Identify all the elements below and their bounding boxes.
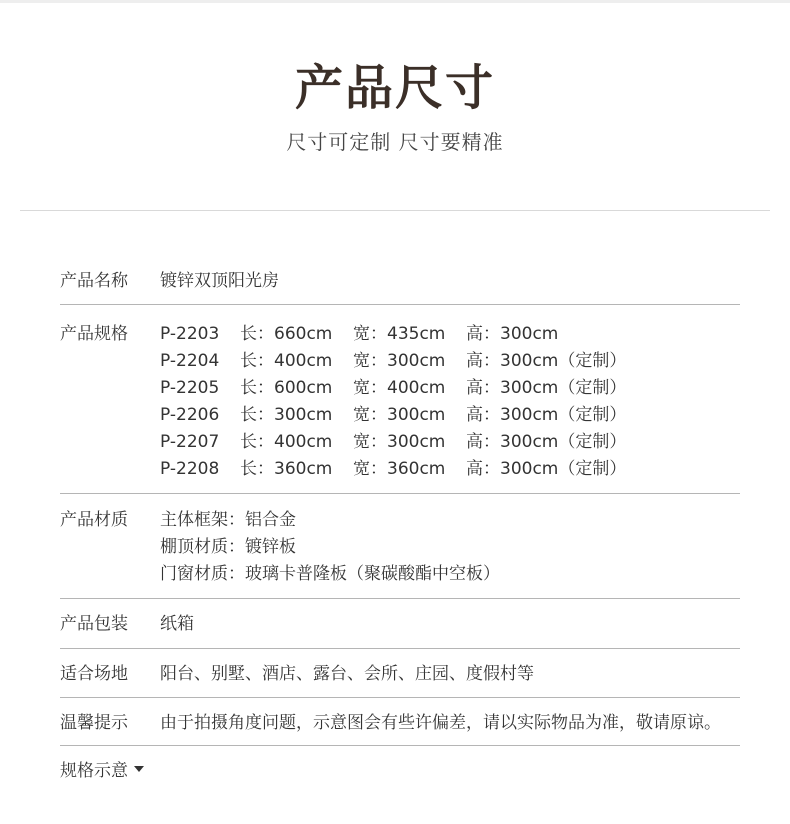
row-label: 产品材质 (60, 510, 128, 530)
spec-height: 高：300cm（定制） (466, 351, 627, 371)
spec-diagram-toggle[interactable] (60, 756, 144, 781)
product-info-table (60, 255, 740, 746)
row-value: 镀锌双顶阳光房 (160, 271, 279, 291)
header-divider (20, 210, 770, 211)
spec-width: 宽：300cm (353, 405, 446, 425)
spec-item (160, 348, 740, 375)
spec-length: 长：660cm (240, 324, 333, 344)
table-row-packaging (60, 599, 740, 649)
spec-code: P-2203 (160, 324, 220, 344)
spec-code: P-2208 (160, 459, 220, 479)
spec-item (160, 456, 740, 483)
spec-height: 高：300cm（定制） (466, 432, 627, 452)
row-label: 适合场地 (60, 664, 128, 684)
spec-length: 长：300cm (240, 405, 333, 425)
row-label: 产品规格 (60, 324, 128, 344)
material-line: 主体框架：铝合金 (160, 510, 296, 530)
spec-height: 高：300cm（定制） (466, 405, 627, 425)
spec-length: 长：400cm (240, 351, 333, 371)
spec-item (160, 402, 740, 429)
material-line: 门窗材质：玻璃卡普隆板（聚碳酸酯中空板） (160, 564, 500, 584)
material-list (160, 507, 740, 588)
material-line: 棚顶材质：镀锌板 (160, 537, 296, 557)
spec-width: 宽：360cm (353, 459, 446, 479)
spec-length: 长：360cm (240, 459, 333, 479)
spec-height: 高：300cm (466, 324, 559, 344)
row-label: 产品名称 (60, 271, 128, 291)
spec-code: P-2204 (160, 351, 220, 371)
caret-down-icon (134, 766, 144, 772)
spec-height: 高：300cm（定制） (466, 378, 627, 398)
table-row-material (60, 494, 740, 599)
table-row-spec (60, 305, 740, 494)
spec-length: 长：600cm (240, 378, 333, 398)
table-row-tip (60, 698, 740, 746)
spec-item (160, 429, 740, 456)
spec-width: 宽：300cm (353, 432, 446, 452)
spec-diagram-label: 规格示意 (60, 761, 128, 781)
table-row-name (60, 255, 740, 305)
spec-code: P-2205 (160, 378, 220, 398)
row-label: 产品包装 (60, 614, 128, 634)
spec-height: 高：300cm（定制） (466, 459, 627, 479)
spec-code: P-2206 (160, 405, 220, 425)
spec-width: 宽：400cm (353, 378, 446, 398)
page-title: 产品尺寸 (294, 60, 495, 116)
top-rule (0, 0, 790, 3)
spec-item (160, 375, 740, 402)
spec-list (160, 321, 740, 483)
spec-width: 宽：435cm (353, 324, 446, 344)
row-value: 由于拍摄角度问题，示意图会有些许偏差，请以实际物品为准，敬请原谅。 (160, 713, 721, 733)
spec-item (160, 321, 740, 348)
row-label: 温馨提示 (60, 713, 128, 733)
spec-width: 宽：300cm (353, 351, 446, 371)
table-row-scenes (60, 649, 740, 698)
spec-length: 长：400cm (240, 432, 333, 452)
page-subtitle: 尺寸可定制 尺寸要精准 (286, 130, 504, 154)
spec-code: P-2207 (160, 432, 220, 452)
row-value: 纸箱 (160, 614, 194, 634)
row-value: 阳台、别墅、酒店、露台、会所、庄园、度假村等 (160, 664, 534, 684)
